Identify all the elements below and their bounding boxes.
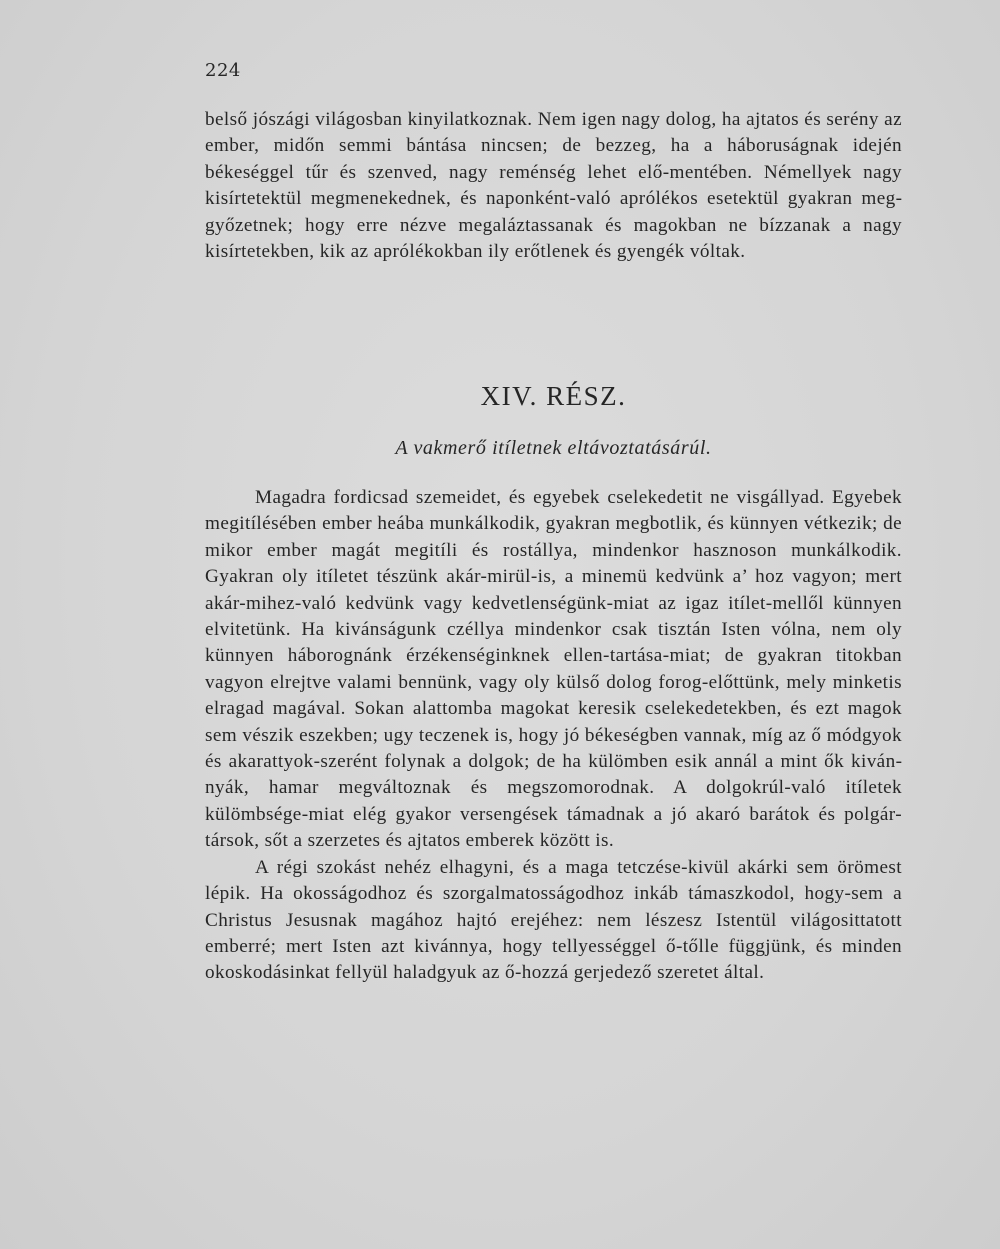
chapter-subtitle: A vakmerő itíletnek eltávoztatásárúl. [395, 437, 712, 459]
intro-paragraph-block [205, 107, 902, 265]
page-number: 224 [205, 60, 241, 81]
chapter-title: XIV. RÉSZ. [480, 381, 627, 411]
body-paragraph-1: Magadra fordicsad szemeidet, és egyebek cselekedetit ne visgállyad. Egyebek megitílésében ember heába munkálkodik, gyakran megbotlik, és künnyen vétkezik; de mikor ember magát megitíli és rostállya, mindenkor hasznoson munkálkodik. Gyakran oly itíletet tészünk akár-mirül-is, a minemü kedvünk a’ hoz vagyon; mert akár-mihez-való kedvünk vagy kedvetlenségünk-miat az igaz itílet-mellől künnyen elvitetünk. Ha kivánságunk czéllya mindenkor csak tisztán Isten vólna, nem oly künnyen háborognánk érzékenséginknek ellen-tartása-miat; de gyakran titokban vagyon elrejtve valami bennünk, vagy oly külső dolog forog-előttünk, mely minketis elragad magával. Sokan alattomba magokat keresik cselekedetekben, és ezt magok sem vészik eszekben; ugy teczenek is, hogy jó békeségben vannak, míg az ő módgyok és akarattyok-szerént folynak a dolgok; de ha külömben esik annál a mint ők kivánnyák, hamar megváltoznak és megszomorodnak. A dolgokrúl-való itíletek külömbsége-miat elég gyakor versengések támadnak a jó akaró barátok és polgár-társok, sőt a szerzetes és ajtatos emberek között is. [205, 487, 902, 852]
body-paragraph-2: A régi szokást nehéz elhagyni, és a maga tetczése-kivül akárki sem örömest lépik. Ha okosságodhoz és szorgalmatosságodhoz inkáb támaszkodol, hogy-sem a Christus Jesusnak magához hajtó erejéhez: nem lészesz Istentül világosittatott emberré; mert Isten azt kivánnya, hogy tellyességgel ő-tőlle függjünk, és minden okoskodásinkat fellyül haladgyuk az ő-hozzá gerjedező szeretet által. [205, 856, 902, 984]
intro-paragraph: belső jószági világosban kinyilatkoznak. Nem igen nagy dolog, ha ajtatos és serény az ember, midőn semmi bántása nincsen; de bezzeg, ha a háboruságnak idején békeséggel tűr és szenved, nagy reménség lehet elő-mentében. Némellyek nagy kisírtetektül megmenekednek, és naponként-való aprólékos esetektül gyakran meggyőzetnek; hogy erre nézve megaláztassanak és magokban ne bízzanak a nagy kisírtetekben, kik az aprólékokban ily erőtlenek és gyengék vóltak. [205, 109, 902, 263]
chapter-body [205, 485, 902, 987]
